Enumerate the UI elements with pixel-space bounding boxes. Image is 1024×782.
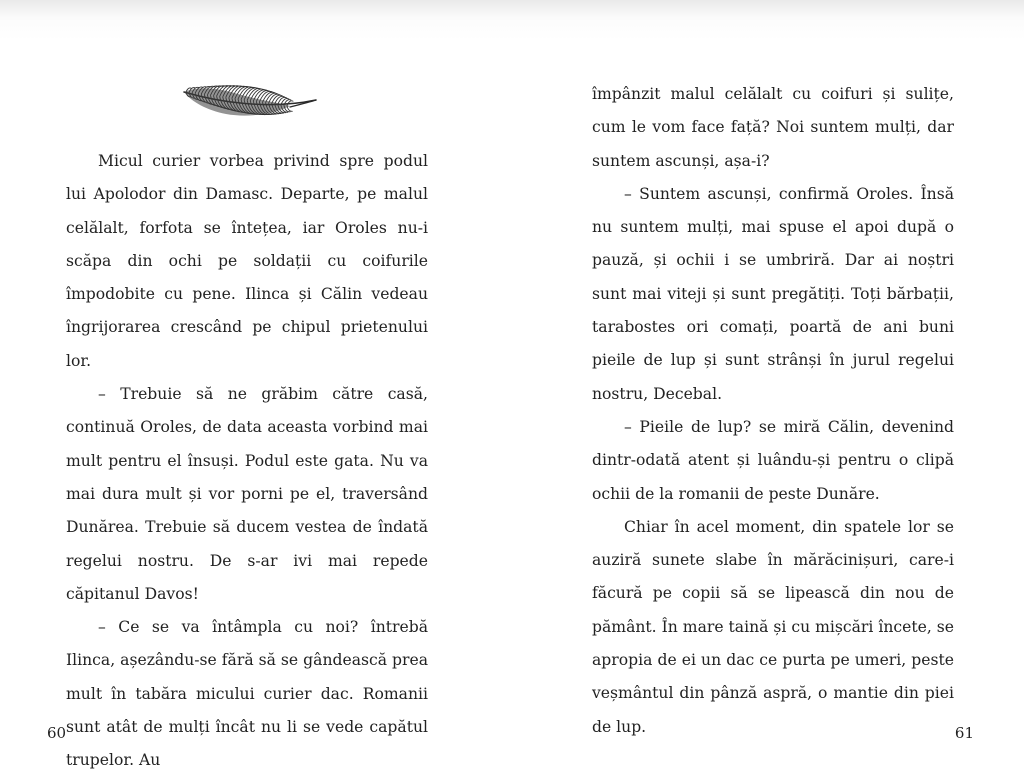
paragraph: – Suntem ascunși, confirmă Oroles. Însă nu suntem mulți, mai spuse el apoi după o pauză, și ochii i se umbriră. Dar ai noștri sunt mai viteji și sunt pregătiți. Toți bărbații, tarabostes ori comați, poartă de ani buni pieile de lup și sunt strânși în jurul regelui nostru, Decebal. xyxy=(592,184,954,403)
paragraph: – Pieile de lup? se miră Călin, devenind dintr-odată atent și luându-și pentru o clipă ochii de la romanii de peste Dunăre. xyxy=(592,417,954,503)
paragraph: Micul curier vorbea privind spre podul lui Apolodor din Damasc. Departe, pe malul celălalt, forfota se întețea, iar Oroles nu-i scăpa din ochi pe soldații cu coifurile împodobite cu pene. Ilinca și Călin vedeau îngrijorarea crescând pe chipul prietenului lor. xyxy=(66,152,428,370)
right-page xyxy=(512,0,1024,782)
paragraph: – Trebuie să ne grăbim către casă, continuă Oroles, de data aceasta vorbind mai mult pentru el însuși. Podul este gata. Nu va mai dura mult și vor porni pe el, traversând Dunărea. Trebuie să ducem vestea de îndată regelui nostru. De s-ar ivi mai repede căpitanul Davos! xyxy=(66,385,428,603)
paragraph: împânzit malul celălalt cu coifuri și sulițe, cum le vom face față? Noi suntem mulți, dar suntem ascunși, așa-i? xyxy=(592,85,954,170)
paragraph: – Ce se va întâmpla cu noi? întrebă Ilinca, așezându-se fără să se gândească prea mult în tabăra micului curier dac. Romanii sunt atât de mulți încât nu li se vede capătul trupelor. Au xyxy=(66,618,428,770)
left-page-text xyxy=(66,145,428,778)
paragraph: Chiar în acel moment, din spatele lor se auziră sunete slabe în mărăcinișuri, care-i făcură pe copii să se lipească din nou de pământ. În mare taină și cu mișcări încete, se apropia de ei un dac ce purta pe umeri, peste veșmântul din pânză aspră, o mantie din piei de lup. xyxy=(592,517,954,736)
page-number-right: 61 xyxy=(954,724,974,742)
feather-icon xyxy=(178,80,323,130)
right-page-text xyxy=(592,78,954,744)
page-number-left: 60 xyxy=(47,724,67,742)
